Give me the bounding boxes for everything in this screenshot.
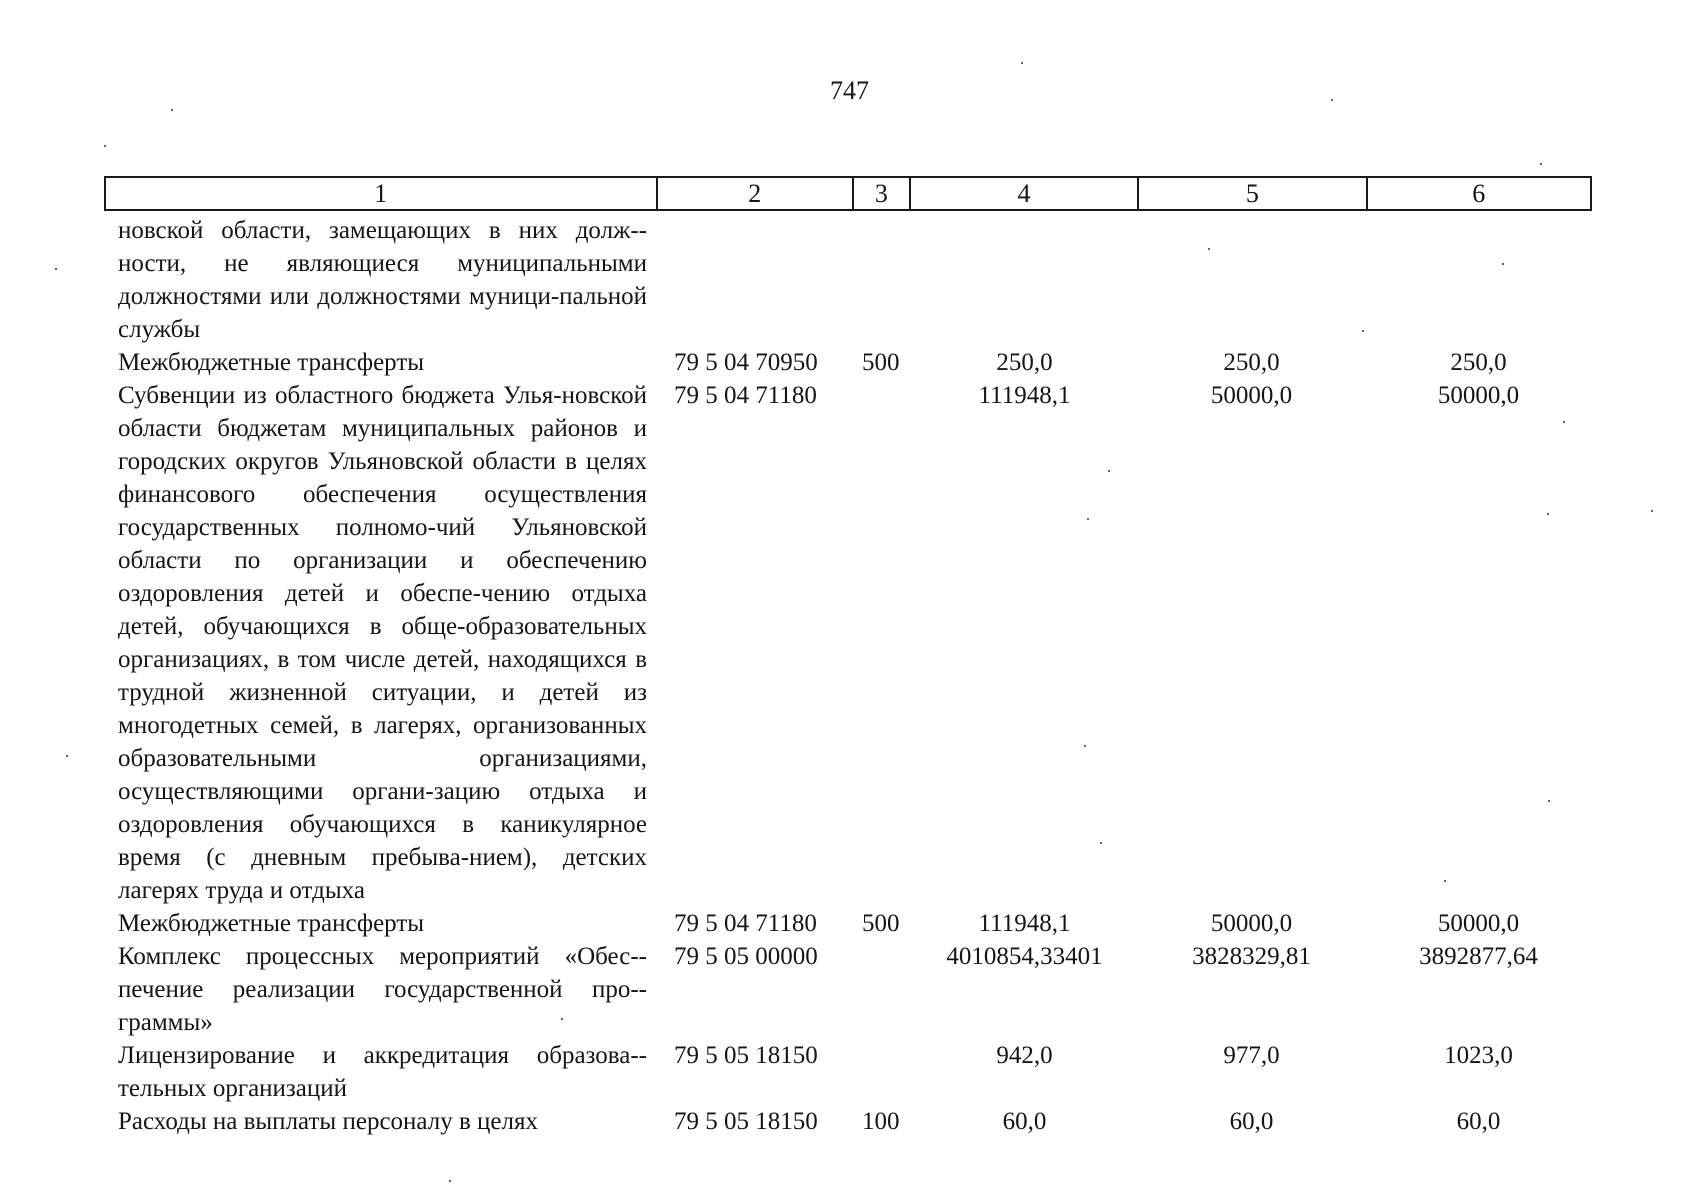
row-value-1: 111948,1 [978,382,1071,409]
row-value-3: 50000,0 [1437,382,1520,409]
row-value-2: 50000,0 [1210,910,1293,937]
row-name: Комплекс процессных мероприятий «Обес-печение реализации государственной про-граммы» [118,943,647,1036]
scan-speck [1444,880,1446,882]
header-col-1: 1 [106,178,658,209]
scan-speck [1547,513,1549,515]
row-type: 500 [862,349,900,376]
row-code: 79 5 05 18150 [674,1108,818,1135]
row-name: новской области, замещающих в них долж-ности, не являющиеся муниципальными должностями или должностями муници-пальной службы [118,217,647,343]
row-value-3: 250,0 [1450,349,1507,376]
row-code: 79 5 04 70950 [674,349,818,376]
scan-speck [449,1180,451,1182]
row-value-3: 1023,0 [1444,1042,1513,1069]
row-value-3: 3892877,64 [1419,943,1538,970]
table-row [104,346,1592,379]
scan-speck [1100,842,1102,844]
table-row [104,907,1592,940]
scan-speck [171,109,173,111]
header-col-5: 5 [1139,178,1367,209]
row-value-3 [1365,214,1592,346]
scan-speck [1540,163,1542,165]
scan-speck [1651,510,1653,512]
row-code: 79 5 05 18150 [674,1042,818,1069]
row-value-2 [1138,214,1365,346]
row-value-3: 60,0 [1456,1108,1501,1135]
row-type: 100 [862,1108,900,1135]
scan-speck [1208,248,1210,250]
row-code: 79 5 04 71180 [674,382,817,409]
scan-speck [561,1018,563,1020]
header-col-4: 4 [911,178,1139,209]
row-value-2: 250,0 [1223,349,1280,376]
page-number: 747 [830,76,869,105]
row-value-2: 3828329,81 [1192,943,1311,970]
table-row [104,214,1592,346]
row-value-2: 50000,0 [1210,382,1293,409]
scan-speck [1563,421,1565,423]
header-col-3: 3 [854,178,911,209]
header-col-2: 2 [658,178,854,209]
scan-speck [1021,62,1023,64]
row-value-1: 111948,1 [978,910,1071,937]
table-row [104,1039,1592,1105]
scan-speck [1084,745,1086,747]
row-name: Лицензирование и аккредитация образова-тельных организаций [118,1042,647,1102]
scan-speck [66,755,68,757]
table-row [104,379,1592,907]
row-value-2: 977,0 [1223,1042,1280,1069]
scan-speck [1502,263,1504,265]
row-value-1: 250,0 [996,349,1053,376]
scan-speck [104,145,106,147]
table-header [104,176,1592,211]
row-value-1: 60,0 [1002,1108,1047,1135]
row-code: 79 5 05 00000 [674,943,818,970]
row-type: 500 [862,910,900,937]
row-code: 79 5 04 71180 [674,910,817,937]
row-value-1: 4010854,33401 [946,943,1103,970]
row-code [657,214,854,346]
row-type [854,1039,911,1105]
header-col-6: 6 [1472,179,1486,208]
scan-speck [1087,518,1089,520]
scan-speck [1331,99,1333,101]
row-name: Межбюджетные трансферты [118,349,425,376]
row-value-1: 942,0 [996,1042,1053,1069]
scan-speck [55,268,57,270]
scan-speck [1362,330,1364,332]
row-name: Межбюджетные трансферты [118,910,425,937]
row-value-1 [911,214,1138,346]
row-type [854,940,911,1039]
row-name: Субвенции из областного бюджета Улья-новской области бюджетам муниципальных районов и городских округов Ульяновской области в целях финансового обеспечения осуществления государственных полномо-чий Ульяновской области по организации и обеспечению оздоровления детей и обеспе-чению отдыха детей, обучающихся в обще-образовательных организациях, в том числе детей, находящихся в трудной жизненной ситуации, и детей из многодетных семей, в лагерях, организованных образовательными организациями, осуществляющими органи-зацию отдыха и оздоровления обучающихся в каникулярное время (с дневным пребыва-нием), детских лагерях труда и отдыха [118,382,647,904]
row-name: Расходы на выплаты персоналу в целях [118,1108,538,1135]
scan-speck [1548,800,1550,802]
table-row [104,940,1592,1039]
row-value-3: 50000,0 [1437,910,1520,937]
scan-speck [1108,470,1110,472]
row-type [854,379,911,907]
row-type [854,214,911,346]
table-row [104,1105,1592,1138]
table-body [104,214,1592,1138]
row-value-2: 60,0 [1229,1108,1274,1135]
